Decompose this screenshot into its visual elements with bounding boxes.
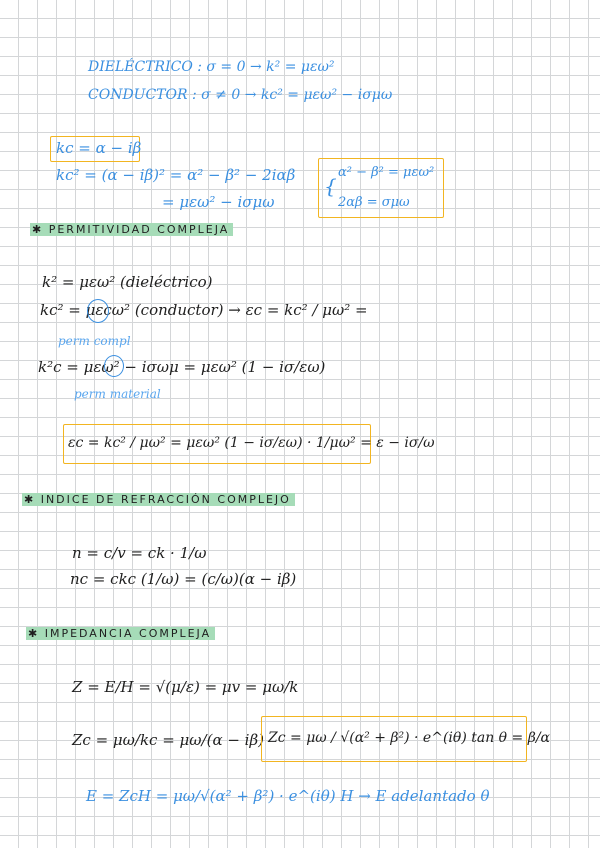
- kc2-conductor-line: kc² = μεcω² (conductor) → εc = kc² / μω² =: [40, 301, 368, 319]
- system-brace: {: [324, 174, 337, 198]
- kc2-expansion-line: kc² = (α − iβ)² = α² − β² − 2iαβ: [56, 166, 296, 184]
- k2-dielectric-line: k² = μεω² (dieléctrico): [42, 273, 213, 291]
- conductor-definition-line: CONDUCTOR : σ ≠ 0 → kc² = μεω² − iσμω: [88, 87, 393, 103]
- eps-c-result: εc = kc² / μω² = μεω² (1 − iσ/εω) · 1/μω² = ε − iσ/ω: [68, 435, 435, 451]
- perm-material-note: perm material: [74, 387, 161, 401]
- section-permitividad-compleja: ✱ PERMITIVIDAD COMPLEJA: [30, 223, 233, 236]
- dielectric-definition-line: DIELÉCTRICO : σ = 0 → k² = μεω²: [88, 59, 335, 75]
- eps-circle: [104, 355, 124, 377]
- e-final-line: E = ZcH = μω/√(α² + β²) · e^(iθ) H → E adelantado θ: [86, 787, 490, 805]
- eps-c-circle: [87, 299, 109, 323]
- z-definition-line: Z = E/H = √(μ/ε) = μv = μω/k: [72, 678, 299, 696]
- section-impedancia-compleja: ✱ IMPEDANCIA COMPLEJA: [26, 627, 215, 640]
- system-equation-1: α² − β² = μεω²: [338, 165, 435, 180]
- section-indice-refraccion: ✱ INDICE DE REFRACCIÓN COMPLEJO: [22, 493, 295, 506]
- system-equation-2: 2αβ = σμω: [338, 195, 410, 210]
- kc2-material-line: k²c = μεω² − iσωμ = μεω² (1 − iσ/εω): [38, 358, 326, 376]
- perm-compl-note: perm compl: [58, 334, 131, 348]
- nc-definition-line: nc = ckc (1/ω) = (c/ω)(α − iβ): [70, 570, 297, 588]
- kc2-equality-line: = μεω² − iσμω: [162, 193, 275, 211]
- zc-result: Zc = μω / √(α² + β²) · e^(iθ) tan θ = β/α: [268, 730, 550, 746]
- kc-definition: kc = α − iβ: [56, 139, 142, 157]
- zc-definition-line: Zc = μω/kc = μω/(α − iβ): [72, 731, 264, 749]
- n-definition-line: n = c/v = ck · 1/ω: [72, 544, 207, 562]
